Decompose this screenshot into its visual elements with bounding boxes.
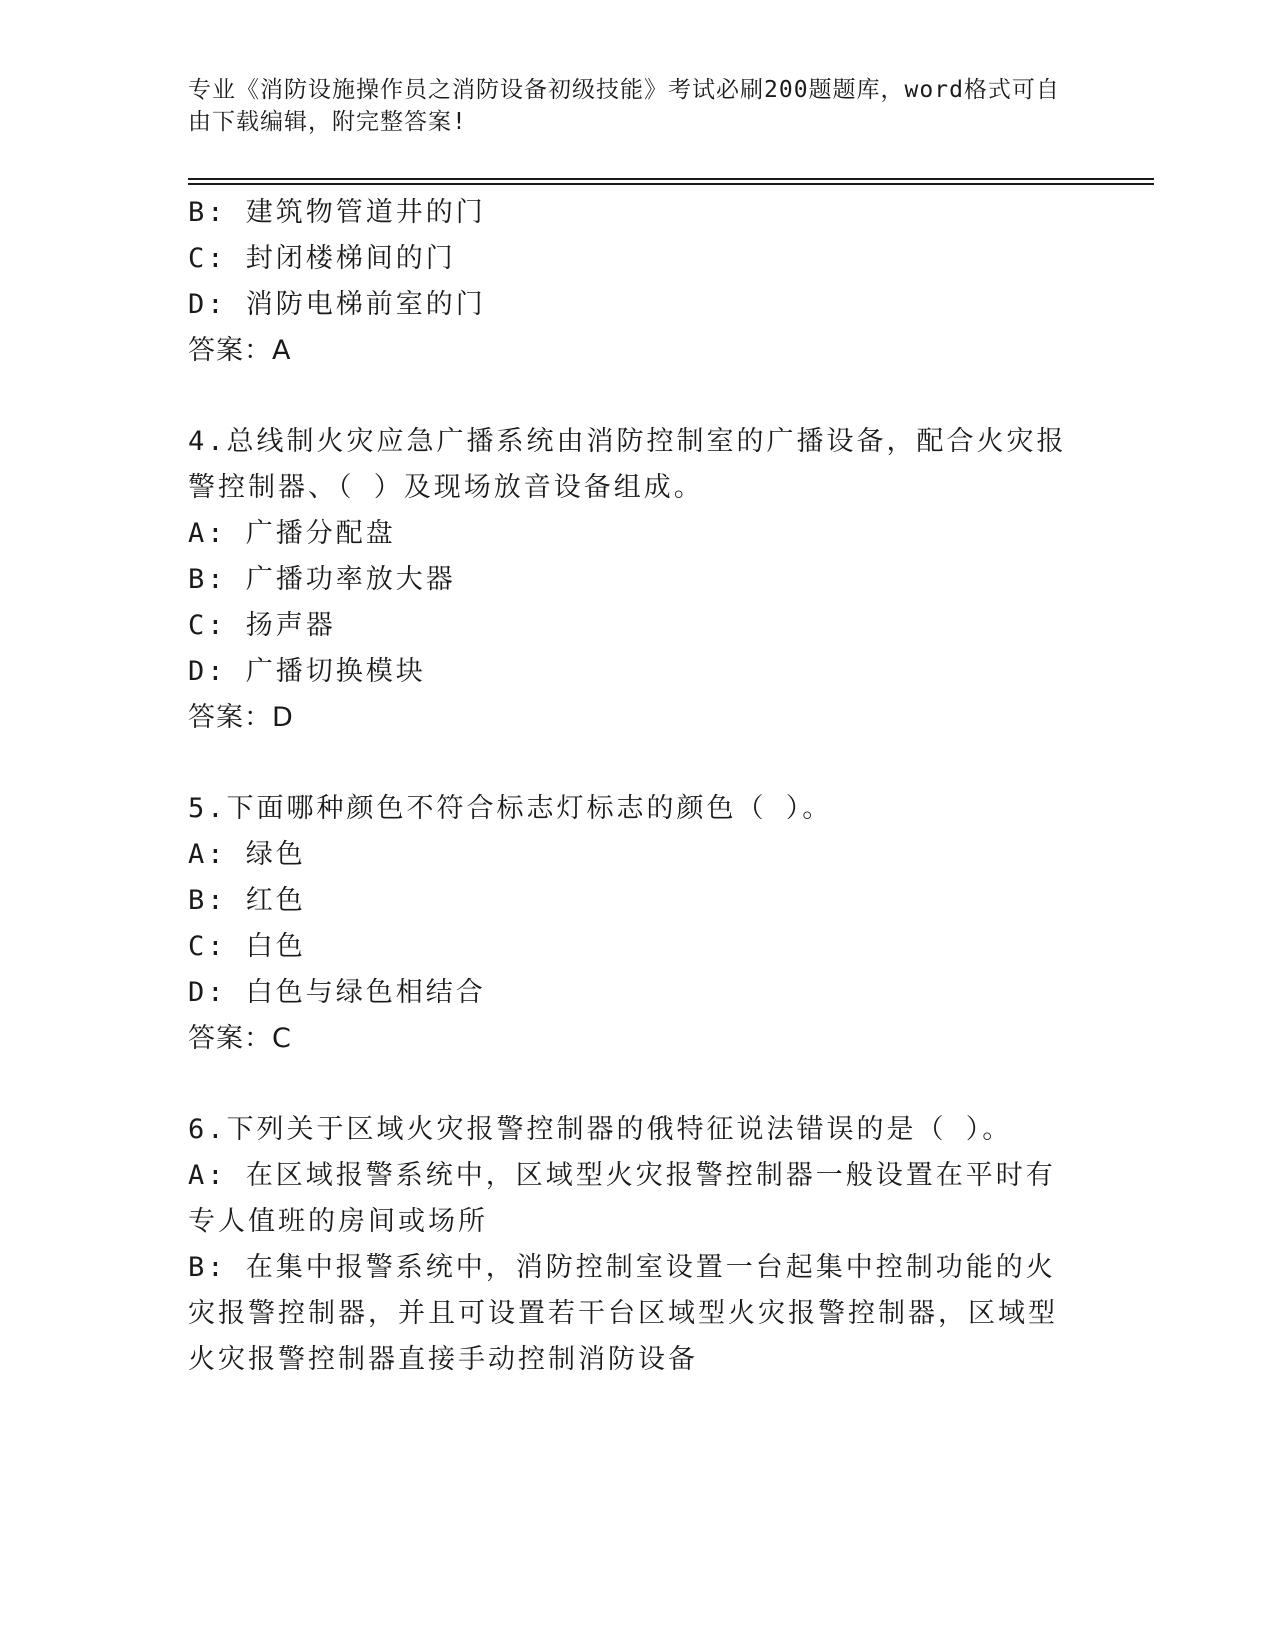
question-3-partial xyxy=(188,190,1078,374)
option-b: B: 红色 xyxy=(188,885,306,916)
question-spacer xyxy=(188,1062,1078,1107)
option-b: B: 广播功率放大器 xyxy=(188,564,456,595)
option-c: C: 扬声器 xyxy=(188,610,336,641)
option-d: D: 广播切换模块 xyxy=(188,656,426,687)
question-stem: 6.下列关于区域火灾报警控制器的俄特征说法错误的是（ ）。 xyxy=(188,1114,1013,1145)
option-c: C: 白色 xyxy=(188,931,306,962)
option-a: A: 绿色 xyxy=(188,839,306,870)
answer-label: 答案：D xyxy=(188,702,294,733)
option-c: C: 封闭楼梯间的门 xyxy=(188,243,456,274)
option-d: D: 消防电梯前室的门 xyxy=(188,289,486,320)
question-spacer xyxy=(188,741,1078,786)
question-5 xyxy=(188,786,1078,1062)
question-4 xyxy=(188,419,1078,741)
answer-label: 答案：C xyxy=(188,1023,292,1054)
question-content xyxy=(188,190,1078,1383)
question-stem: 5.下面哪种颜色不符合标志灯标志的颜色（ ）。 xyxy=(188,793,833,824)
header-rule-bottom xyxy=(188,183,1154,185)
answer-label: 答案：A xyxy=(188,335,292,366)
header-rule-top xyxy=(188,178,1154,180)
option-a: A: 广播分配盘 xyxy=(188,518,396,549)
question-spacer xyxy=(188,374,1078,419)
option-d: D: 白色与绿色相结合 xyxy=(188,977,486,1008)
question-stem: 4.总线制火灾应急广播系统由消防控制室的广播设备，配合火灾报警控制器、（ ）及现场放音设备组成。 xyxy=(188,426,1067,503)
option-b: B: 建筑物管道井的门 xyxy=(188,197,486,228)
document-header: 专业《消防设施操作员之消防设备初级技能》考试必刷200题题库，word格式可自由下载编辑，附完整答案! xyxy=(188,77,1060,135)
option-b: B: 在集中报警系统中，消防控制室设置一台起集中控制功能的火灾报警控制器，并且可设置若干台区域型火灾报警控制器，区域型火灾报警控制器直接手动控制消防设备 xyxy=(188,1252,1058,1375)
option-a: A: 在区域报警系统中，区域型火灾报警控制器一般设置在平时有专人值班的房间或场所 xyxy=(188,1160,1056,1237)
question-6 xyxy=(188,1107,1078,1383)
